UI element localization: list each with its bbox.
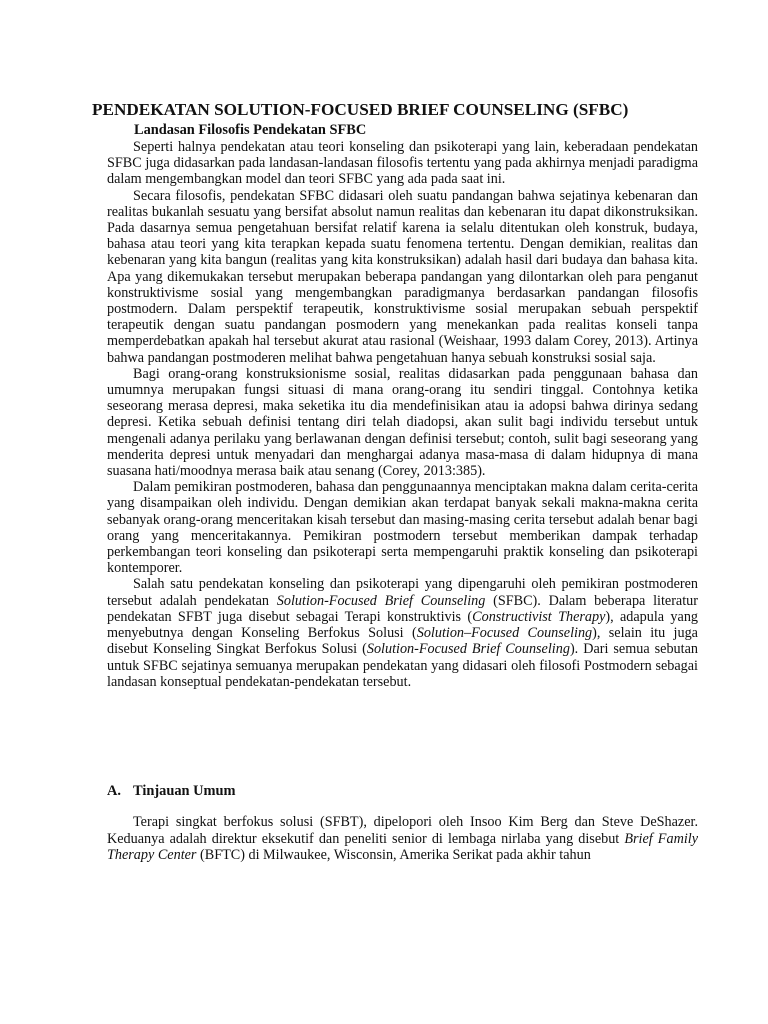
paragraph-5-text-1: Salah satu pendekatan konseling dan psikoterapi yang dipengaruhi oleh pemikiran postmoderen tersebut adalah pendekatan (107, 576, 698, 609)
paragraph-5-italic-2: Constructivist Therapy (472, 608, 606, 625)
paragraph-5-text-4: ), selain itu juga disebut Konseling Singkat Berfokus Solusi ( (107, 625, 698, 658)
section-a-italic-1: Brief Family Therapy Center (107, 830, 698, 864)
section-a-text-2: (BFTC) di Milwaukee, Wisconsin, Amerika Serikat pada akhir tahun (196, 847, 591, 864)
paragraph-3: Bagi orang-orang konstruksionisme sosial, realitas didasarkan pada penggunaan bahasa dan umumnya merupakan fungsi situasi di mana orang-orang itu sendiri tinggal. Contohnya ketika seseorang merasa depresi, maka seketika itu dia mendefinisikan atau ia adopsi bahwa dirinya sedang depresi. Ketika sebuah definisi tentang diri telah diadopsi, akan sulit bagi individu tersebut untuk mengenali adanya perilaku yang berlawanan dengan definisi tersebut; contoh, sulit bagi seseorang yang menderita depresi untuk menyadari dan menghargai adanya masa-masa di dalam hidupnya di mana suasana hati/moodnya merasa baik atau senang (Corey, 2013:385). (107, 365, 698, 480)
paragraph-5-italic-4: Solution-Focused Brief Counseling (366, 641, 570, 658)
section-a-paragraph-1 (107, 814, 698, 864)
body-text (107, 139, 698, 690)
paragraph-5-text-2: (SFBC). Dalam beberapa literatur pendekatan SFBT juga disebut sebagai Terapi konstruktivis ( (107, 592, 698, 625)
section-a-marker: A. (107, 783, 121, 799)
paragraph-5-italic-1: Solution-Focused Brief Counseling (276, 592, 486, 609)
paragraph-2: Secara filosofis, pendekatan SFBC didasari oleh suatu pandangan bahwa sejatinya kebenaran dan realitas bukanlah sesuatu yang bersifat absolut namun realitas dan kebenaran itu dapat dikonstruksikan. Pada dasarnya semua pengetahuan bersifat relatif karena ia selalu ditentukan oleh konstruk, budaya, bahasa atau teori yang kita terapkan kepada suatu fenomena tertentu. Dengan demikian, realitas dan kebenaran yang kita bangun (realitas yang kita konstruksikan) adalah hasil dari budaya dan bahasa kita. Apa yang dikemukakan tersebut merupakan beberapa pandangan yang dilontarkan oleh para penganut konstruktivisme sosial yang mengembangkan paradigmanya berdasarkan pandangan filosofis postmodern. Dalam perspektif terapeutik, konstruktivisme sosial merupakan sebuah perspektif terapeutik dengan suatu pandangan posmodern yang menekankan pada realitas konseli tanpa memperdebatkan apakah hal tersebut akurat atau rasional (Weishaar, 1993 dalam Corey, 2013). Artinya bahwa pandangan postmoderen melihat bahwa pengetahuan hanya sebuah konstruksi sosial saja. (107, 187, 698, 366)
paragraph-5-text-3: ), adapula yang menyebutnya dengan Konseling Berfokus Solusi ( (107, 608, 699, 642)
subheading-landasan-filosofis: Landasan Filosofis Pendekatan SFBC (134, 122, 367, 138)
section-a-heading (107, 783, 236, 800)
section-a-title: Tinjauan Umum (133, 783, 236, 799)
section-a-text (107, 814, 698, 864)
section-a-text-1: Terapi singkat berfokus solusi (SFBT), dipelopori oleh Insoo Kim Berg dan Steve DeShazer. Keduanya adalah direktur eksekutif dan peneliti senior di lembaga nirlaba yang disebut (107, 814, 698, 847)
paragraph-1: Seperti halnya pendekatan atau teori konseling dan psikoterapi yang lain, keberadaan pendekatan SFBC juga didasarkan pada landasan-landasan filosofis tertentu yang pada akhirnya menjadi paradigma dalam mengembangkan model dan teori SFBC yang ada pada saat ini. (107, 139, 698, 188)
paragraph-5-text-5: ). Dari semua sebutan untuk SFBC sejatinya semuanya merupakan pendekatan yang didasari oleh filosofi Postmodern sebagai landasan konseptual pendekatan-pendekatan tersebut. (107, 641, 698, 690)
paragraph-4: Dalam pemikiran postmoderen, bahasa dan penggunaannya menciptakan makna dalam cerita-cerita yang disampaikan oleh individu. Dengan demikian akan terdapat banyak sekali makna-makna cerita sebanyak orang-orang menceritakan kisah tersebut dan masing-masing cerita tersebut adalah benar bagi orang yang menceritakannya. Pemikiran postmodern tersebut memberikan dampak terhadap perkembangan teori konseling dan psikoterapi serta mempengaruhi praktik konseling dan psikoterapi kontemporer. (107, 479, 698, 577)
paragraph-5 (107, 576, 698, 689)
document-title: PENDEKATAN SOLUTION-FOCUSED BRIEF COUNSELING (SFBC) (92, 100, 629, 119)
paragraph-5-italic-3: Solution–Focused Counseling (416, 625, 593, 642)
